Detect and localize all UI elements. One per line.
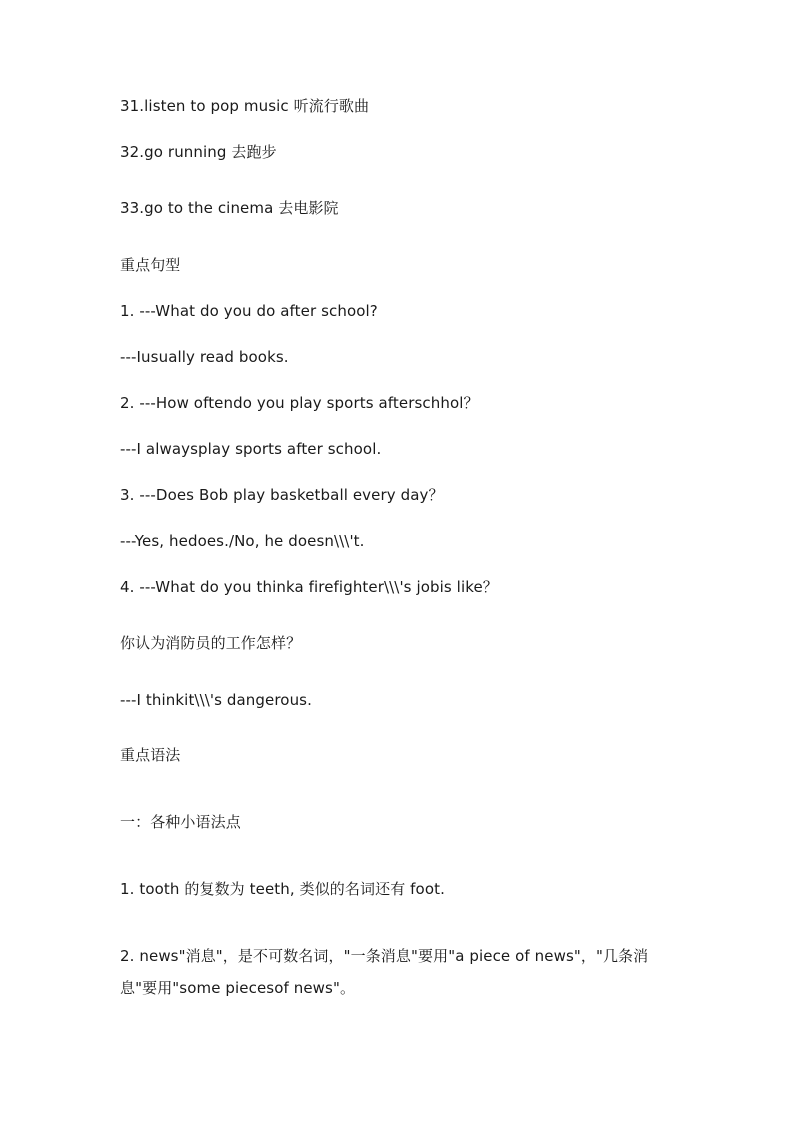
grammar-point-2: 2. news"消息"，是不可数名词，"一条消息"要用"a piece of news"，"几条消息"要用"some piecesof news"。 <box>120 947 649 997</box>
sentence-3-answer: ---Yes, hedoes./No, he doesn\\\'t. <box>120 532 365 550</box>
sentence-3-question: 3. ---Does Bob play basketball every day？ <box>120 486 444 504</box>
sentences-heading: 重点句型 <box>120 256 181 274</box>
grammar-point-1: 1. tooth 的复数为 teeth, 类似的名词还有 foot. <box>120 880 445 898</box>
grammar-subheading: 一：各种小语法点 <box>120 813 241 831</box>
vocab-item-32: 32.go running 去跑步 <box>120 143 277 161</box>
sentence-1-answer: ---Iusually read books. <box>120 348 289 366</box>
grammar-heading: 重点语法 <box>120 746 181 764</box>
sentence-4-answer: ---I thinkit\\\'s dangerous. <box>120 691 312 709</box>
vocab-item-33: 33.go to the cinema 去电影院 <box>120 199 339 217</box>
sentence-2-answer: ---I alwaysplay sports after school. <box>120 440 382 458</box>
sentence-4-question: 4. ---What do you thinka firefighter\\\'s jobis like？ <box>120 578 498 596</box>
sentence-1-question: 1. ---What do you do after school? <box>120 302 378 320</box>
sentence-2-question: 2. ---How oftendo you play sports afterschhol？ <box>120 394 479 412</box>
sentence-4-translation: 你认为消防员的工作怎样？ <box>120 634 302 652</box>
vocab-item-31: 31.listen to pop music 听流行歌曲 <box>120 97 370 115</box>
